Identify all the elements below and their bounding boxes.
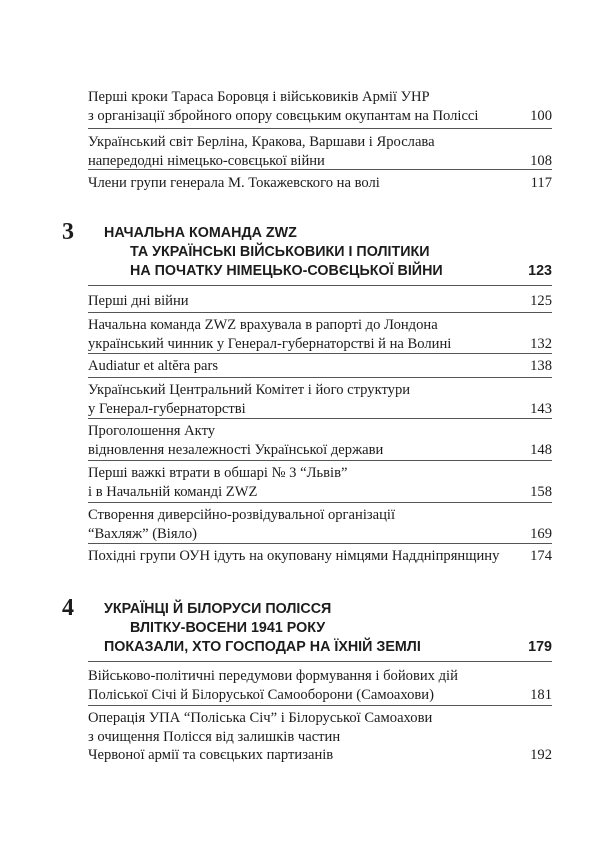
toc-entry[interactable] [88, 547, 552, 566]
toc-page-number: 138 [530, 358, 552, 374]
divider [88, 377, 552, 378]
toc-page-number: 169 [530, 525, 552, 542]
divider [88, 353, 552, 354]
toc-page-number: 117 [530, 175, 552, 191]
chapter-page-number: 123 [528, 263, 552, 279]
divider [88, 312, 552, 313]
toc-page-number: 158 [530, 483, 552, 500]
toc-entry-title: Члени групи генерала М. Токажевского на волі [88, 175, 380, 191]
toc-entry[interactable] [88, 506, 552, 543]
chapter-number: 4 [62, 595, 74, 621]
toc-page-number: 148 [530, 441, 552, 458]
divider [88, 128, 552, 129]
toc-entry-title: Начальна команда ZWZ врахувала в рапорті до Лондона український чинник у Генерал-губернаторстві й на Волині [88, 317, 452, 352]
toc-entry-title: Перші дні війни [88, 293, 189, 309]
toc-entry[interactable] [88, 174, 552, 193]
divider [88, 502, 552, 503]
toc-page-number: 174 [530, 548, 552, 564]
chapter-number: 3 [62, 219, 74, 245]
chapter-page-number: 179 [528, 639, 552, 655]
toc-entry[interactable] [88, 381, 552, 418]
toc-entry[interactable] [88, 709, 552, 765]
toc-entry-title: Перші важкі втрати в обшарі № 3 “Львів” і в Начальній команді ZWZ [88, 465, 348, 500]
toc-entry-title: Військово-політичні передумови формування і бойових дій Поліської Січі й Білоруської Самооборони (Самоахови) [88, 668, 458, 703]
toc-entry-title: Операція УПА “Поліська Січ” і Білоруської Самоахови з очищення Полісся від залишків частин Червоної армії та совєцьких партизанів [88, 710, 433, 763]
toc-entry-title: Український світ Берліна, Кракова, Варшави і Ярослава напередодні німецько-совєцької війни [88, 134, 435, 169]
divider [88, 285, 552, 286]
toc-entry-title: Перші кроки Тараса Боровця і військовиків Армії УНР з організації збройного опору совєцьким окупантам на Поліссі [88, 89, 479, 124]
toc-entry[interactable] [88, 422, 552, 459]
chapter-title-line[interactable]: НА ПОЧАТКУ НІМЕЦЬКО-СОВЄЦЬКОЇ ВІЙНИ [130, 263, 443, 279]
divider [88, 460, 552, 461]
toc-page-number: 125 [530, 293, 552, 309]
toc-entry[interactable] [88, 88, 552, 125]
chapter-title-line[interactable]: УКРАЇНЦІ Й БІЛОРУСИ ПОЛІССЯ [104, 601, 332, 617]
toc-entry-title: Український Центральний Комітет і його структури у Генерал-губернаторстві [88, 382, 411, 417]
chapter-title-line[interactable]: ПОКАЗАЛИ, ХТО ГОСПОДАР НА ЇХНІЙ ЗЕМЛІ [104, 639, 421, 655]
toc-entry[interactable] [88, 316, 552, 353]
toc-entry-title: Проголошення Акту відновлення незалежності Української держави [88, 423, 384, 458]
toc-entry[interactable] [88, 133, 552, 170]
divider [88, 661, 552, 662]
divider [88, 705, 552, 706]
toc-entry-title: Створення диверсійно-розвідувальної організації “Вахляж” (Віяло) [88, 507, 396, 542]
toc-entry[interactable] [88, 667, 552, 704]
toc-entry[interactable] [88, 464, 552, 501]
chapter-title-line[interactable]: НАЧАЛЬНА КОМАНДА ZWZ [104, 225, 297, 241]
toc-page-number: 143 [530, 400, 552, 417]
chapter-title-line[interactable]: ВЛІТКУ-ВОСЕНИ 1941 РОКУ [130, 620, 326, 636]
toc-entry[interactable] [88, 292, 552, 311]
toc-page-number: 181 [530, 686, 552, 703]
divider [88, 169, 552, 170]
toc-page-number: 100 [530, 107, 552, 124]
toc-page-number: 192 [530, 747, 552, 763]
chapter-title-line[interactable]: ТА УКРАЇНСЬКІ ВІЙСЬКОВИКИ І ПОЛІТИКИ [130, 244, 430, 260]
toc-entry-title: Audiatur et altĕra pars [88, 358, 219, 374]
toc-entry-title: Похідні групи ОУН ідуть на окуповану німцями Наддніпрянщину [88, 548, 500, 564]
toc-entry[interactable] [88, 357, 552, 376]
divider [88, 418, 552, 419]
toc-page-number: 108 [530, 152, 552, 169]
toc-page-number: 132 [530, 335, 552, 352]
divider [88, 543, 552, 544]
